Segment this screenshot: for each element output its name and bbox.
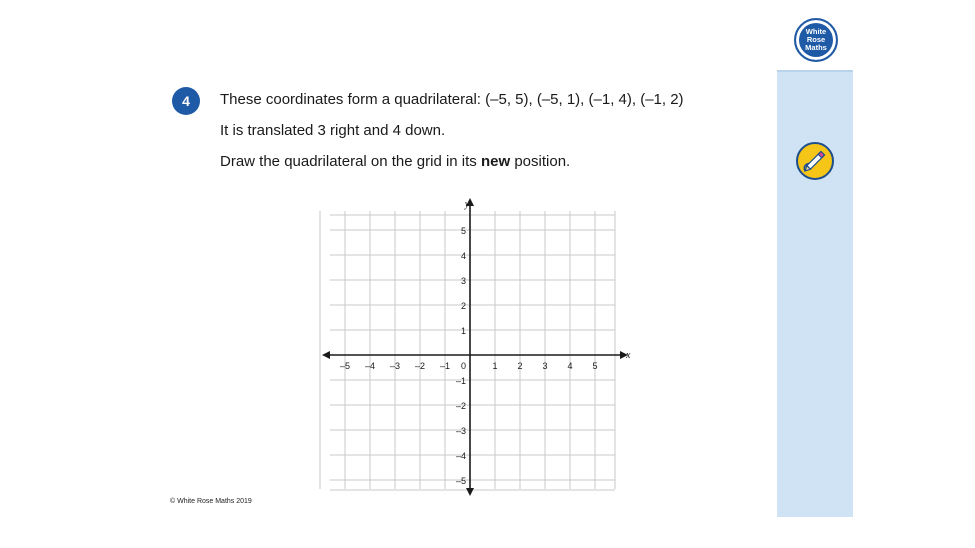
x-tick-label: –3 — [389, 361, 401, 371]
y-tick-label: 2 — [460, 301, 466, 311]
instruction-text-start: Draw the quadrilateral on the grid in its — [220, 153, 481, 170]
x-axis-name: x — [626, 350, 631, 361]
x-tick-label: –1 — [439, 361, 451, 371]
origin-label: 0 — [460, 361, 466, 371]
instruction-bold-word: new — [480, 153, 511, 170]
x-tick-label: 5 — [592, 361, 598, 371]
logo-line-3: Maths — [805, 43, 827, 52]
white-rose-maths-logo — [794, 18, 838, 62]
logo-line-1: White — [805, 27, 827, 36]
y-axis-arrow-down — [466, 488, 474, 496]
x-tick-label: 2 — [517, 361, 523, 371]
y-tick-label: –1 — [455, 376, 466, 386]
question-line-translation: It is translated 3 right and 4 down. — [220, 122, 446, 139]
x-tick-label: 4 — [567, 361, 573, 371]
y-tick-label: 4 — [460, 251, 466, 261]
sidebar-logo-area — [777, 0, 853, 72]
y-tick-label: 3 — [460, 276, 466, 286]
logo-line-2: Rose — [806, 35, 826, 44]
question-line-instruction — [220, 153, 570, 170]
copyright-notice: © White Rose Maths 2019 — [170, 498, 252, 505]
x-tick-label: –5 — [339, 361, 351, 371]
y-tick-label: 1 — [460, 326, 466, 336]
pencil-icon — [796, 142, 834, 180]
question-line-coordinates: These coordinates form a quadrilateral: (–5, 5), (–5, 1), (–1, 4), (–1, 2) — [220, 91, 684, 108]
coordinate-grid[interactable] — [320, 197, 640, 497]
y-tick-label: –5 — [455, 476, 466, 486]
y-tick-label: 5 — [460, 226, 466, 236]
y-tick-label: –3 — [455, 426, 466, 436]
sidebar-panel — [777, 0, 853, 517]
y-axis-name: y — [464, 199, 470, 210]
x-tick-label: 3 — [542, 361, 548, 371]
y-tick-label: –2 — [455, 401, 466, 411]
x-tick-label: 1 — [492, 361, 498, 371]
x-tick-label: –4 — [364, 361, 376, 371]
logo-text — [796, 28, 836, 52]
question-number-badge: 4 — [172, 87, 200, 115]
instruction-text-end: position. — [510, 153, 571, 170]
x-tick-label: –2 — [414, 361, 426, 371]
y-tick-label: –4 — [455, 451, 466, 461]
x-axis-arrow-left — [322, 351, 330, 359]
